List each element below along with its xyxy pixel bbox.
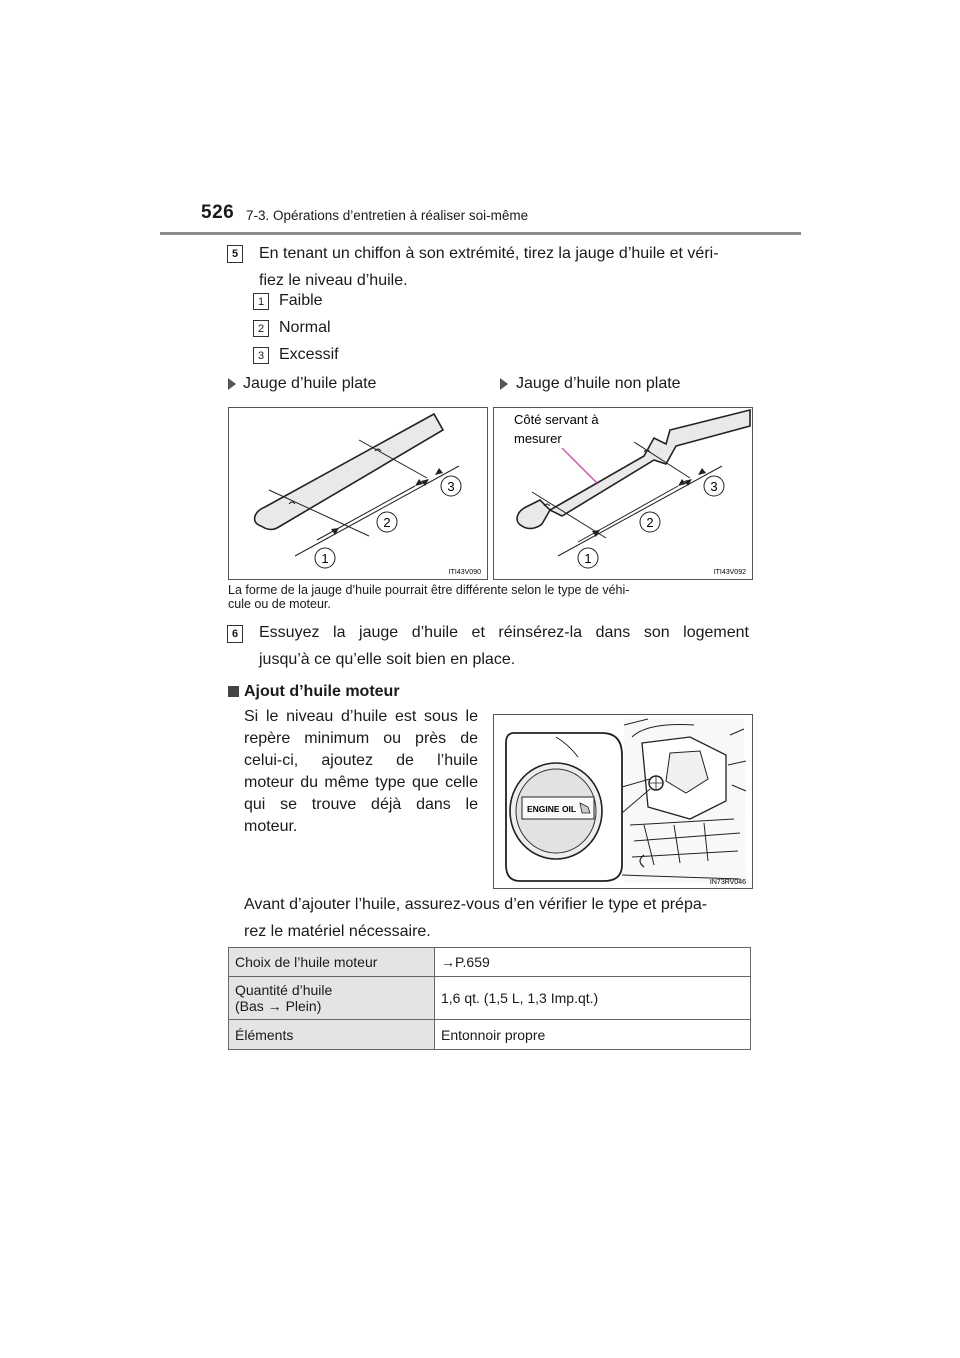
flat-marker-3: 3 <box>447 479 455 494</box>
step6-text-line2: jusqu’à ce qu’elle soit bien en place. <box>259 651 516 668</box>
level-marker-2: 2 <box>253 320 269 337</box>
table-key-cell <box>229 977 435 1020</box>
table-key-text: Éléments <box>235 1026 294 1043</box>
table-key-text: (Bas → Plein) <box>235 998 322 1014</box>
before-adding-line1: Avant d’ajouter l’huile, assurez-vous d’en vérifier le type et prépa- <box>244 896 708 913</box>
section-title: 7-3. Opérations d’entretien à réaliser soi-même <box>246 208 529 223</box>
table-row <box>229 948 751 977</box>
table-value-cell <box>435 1020 751 1050</box>
add-oil-heading: Ajout d’huile moteur <box>244 683 400 700</box>
flat-dipstick-illustration <box>229 408 487 579</box>
table-row <box>229 1020 751 1050</box>
figure-note-line1: La forme de la jauge d’huile pourrait être différente selon le type de véhi- <box>228 583 630 597</box>
step6-text-line1: Essuyez la jauge d’huile et réinsérez-la dans son logement <box>259 624 749 641</box>
nonflat-marker-3: 3 <box>710 479 718 494</box>
figure-note-line2: cule ou de moteur. <box>228 597 331 611</box>
engine-oil-cap-figure <box>493 714 753 889</box>
level-label-low: Faible <box>279 292 323 309</box>
table-row <box>229 977 751 1020</box>
nonflat-marker-1: 1 <box>584 551 592 566</box>
add-oil-line: qui se trouve déjà dans le <box>244 796 478 813</box>
engine-oil-cap-label: ENGINE OIL <box>527 804 577 814</box>
nonflat-dipstick-illustration <box>494 408 752 579</box>
header-divider <box>160 232 801 235</box>
caption-arrow-icon <box>500 378 508 390</box>
before-adding-line2: rez le matériel nécessaire. <box>244 923 431 940</box>
table-key-text: Choix de l’huile moteur <box>235 954 378 970</box>
before-adding-text <box>244 891 750 945</box>
add-oil-line: celui-ci, ajoutez de l’huile <box>244 752 478 769</box>
nonflat-figure-code: ITI43V092 <box>713 569 746 576</box>
nonflat-marker-2: 2 <box>646 515 654 530</box>
table-key-cell <box>229 948 435 977</box>
engine-figure-code: IN73RV046 <box>709 879 746 886</box>
table-value-text: Entonnoir propre <box>441 1026 546 1043</box>
table-key-cell <box>229 1020 435 1050</box>
page-number: 526 <box>201 202 235 223</box>
step5-text-line1: En tenant un chiffon à son extrémité, tirez la jauge d’huile et véri- <box>259 245 719 262</box>
table-value-cell <box>435 948 751 977</box>
table-value-text: 1,6 qt. (1,5 L, 1,3 Imp.qt.) <box>441 990 599 1006</box>
flat-dipstick-figure <box>228 407 488 580</box>
add-oil-line: repère minimum ou près de <box>244 730 478 747</box>
flat-marker-2: 2 <box>383 515 391 530</box>
figure-note <box>228 583 751 611</box>
measuring-side-callout-line2: mesurer <box>514 431 562 446</box>
oil-spec-table <box>228 947 751 1050</box>
measuring-side-callout-line1: Côté servant à <box>514 412 599 427</box>
step5-text-line2: fiez le niveau d’huile. <box>259 272 408 289</box>
add-oil-line: moteur du même type que celle <box>244 774 478 791</box>
level-marker-1: 1 <box>253 293 269 310</box>
table-value-text: →P.659 <box>441 954 490 970</box>
engine-bay-illustration <box>494 715 752 888</box>
section-bullet-icon <box>228 686 239 697</box>
nonflat-dipstick-caption: Jauge d’huile non plate <box>516 375 681 392</box>
flat-marker-1: 1 <box>321 551 329 566</box>
level-label-excessive: Excessif <box>279 346 339 363</box>
step-number-5: 5 <box>227 245 243 263</box>
nonflat-dipstick-figure <box>493 407 753 580</box>
level-marker-3: 3 <box>253 347 269 364</box>
step6-text <box>259 619 749 673</box>
table-key-text: Quantité d’huile <box>235 982 333 998</box>
add-oil-line: Si le niveau d’huile est sous le <box>244 708 478 725</box>
add-oil-paragraph <box>244 706 478 838</box>
table-value-cell <box>435 977 751 1020</box>
flat-figure-code: ITI43V090 <box>448 569 481 576</box>
step5-text <box>259 240 749 294</box>
step-number-6: 6 <box>227 625 243 643</box>
level-label-normal: Normal <box>279 319 331 336</box>
flat-dipstick-caption: Jauge d’huile plate <box>243 375 377 392</box>
add-oil-line: moteur. <box>244 818 298 835</box>
caption-arrow-icon <box>228 378 236 390</box>
